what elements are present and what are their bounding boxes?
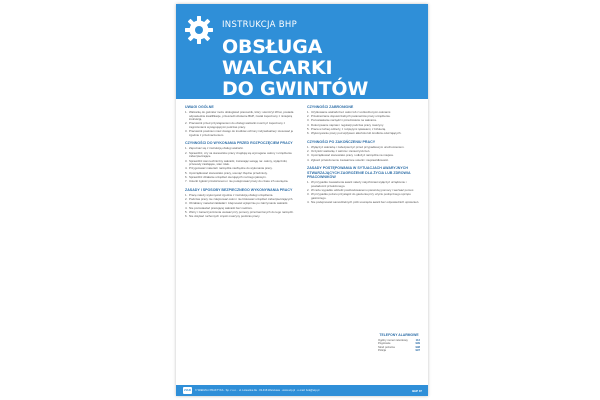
list-item: 3. Pracownik powinien mieć dostęp do środków ochrony indywidualnej i stosować je zgodnie z przeznaczeniem. <box>185 130 299 137</box>
list-item: 5. Uporządkować stanowisko pracy, usunąć zbędne przedmioty. <box>185 172 299 176</box>
list-item: 2. Pracownik przed przystąpieniem do obsługi walcarki musi być zapoznany z zagrożeniami występującymi podczas pracy. <box>185 122 299 129</box>
list-safe-work <box>185 194 299 219</box>
list-item: 3. Sprawdzić stan techniczny walcarki, zwracając uwagę na: osłony, wyłączniki, przewody zasilające, stan rolek. <box>185 160 299 167</box>
phone-number: 112 <box>415 338 420 342</box>
phone-number: 998 <box>415 345 420 349</box>
list-item: 1. Użytkowanie walcarki bez osłon lub z uszkodzonymi osłonami. <box>307 111 421 115</box>
list-item: 5. Wióry i zanieczyszczenia usuwać przy pomocy przeznaczonych do tego narzędzi. <box>185 211 299 215</box>
page-title <box>222 37 422 100</box>
list-item: 5. Praca w luźnej odzieży, z rozpiętymi rękawami, z biżuterią. <box>307 128 421 132</box>
phone-number: 999 <box>415 342 420 346</box>
section-title-general: UWAGI OGÓLNE <box>185 105 214 109</box>
list-item: 1. Zapoznać się z instrukcją obsługi walcarki. <box>185 147 299 151</box>
list-item: 1. Wyłączyć walcarkę i zabezpieczyć przed przypadkowym uruchomieniem. <box>307 146 421 150</box>
emergency-phones <box>378 333 420 353</box>
list-forbidden <box>307 111 421 136</box>
list-item: 4. Nie pozostawiać pracującej walcarki bez nadzoru. <box>185 207 299 211</box>
list-item: 2. Przekraczanie dopuszczalnych parametrów pracy urządzenia. <box>307 115 421 119</box>
phone-label: Straż pożarna <box>378 345 395 349</box>
list-after-work <box>307 146 421 162</box>
list-item: 6. Nie dotykać ruchomych części maszyny podczas pracy. <box>185 215 299 219</box>
list-item: 2. Podczas pracy nie zdejmować osłon i nie blokować urządzeń zabezpieczających. <box>185 198 299 202</box>
list-item: 3. Uporządkować stanowisko pracy i odłożyć narzędzia na miejsce. <box>307 154 421 158</box>
section-title-before-work: CZYNNOŚCI DO WYKONANIA PRZED ROZPOCZĘCIEM PRACY <box>185 141 293 146</box>
phone-number: 997 <box>415 349 420 353</box>
section-title-emergency: ZASADY POSTĘPOWANIA W SYTUACJACH AWARYJNYCH STWARZAJĄCYCH ZAGROŻENIE DLA ŻYCIA LUB ZDROWIA PRACOWNIKÓW <box>307 166 411 180</box>
list-item: 4. Przygotować materiał i narzędzia niezbędne do wykonania pracy. <box>185 167 299 171</box>
list-before-work <box>185 147 299 183</box>
list-item: 2. Sprawdzić, czy na stanowisku pracy znajdują się wymagane osłony i urządzenia zabezpieczające. <box>185 152 299 159</box>
list-item: 4. Dokonywanie napraw i regulacji podczas pracy maszyny. <box>307 124 421 128</box>
section-title-after-work: CZYNNOŚCI PO ZAKOŃCZENIU PRACY <box>307 139 376 144</box>
section-title-safe-work: ZASADY I SPOSOBY BEZPIECZNEGO WYKONYWANIA PRACY <box>185 187 293 192</box>
publisher-logo: ZIAD <box>184 388 191 392</box>
phone-row <box>378 349 420 353</box>
list-item: 3. Obrabiany materiał zakładać i zdejmować wyłącznie po zatrzymaniu walcarki. <box>185 202 299 206</box>
list-item: 2. W razie wypadku udzielić poszkodowanemu pierwszej pomocy i wezwać pomoc. <box>307 189 421 193</box>
document-code: BHP 07 <box>412 388 422 393</box>
title-line-1: OBSŁUGA WALCARKI <box>222 36 333 79</box>
document-kicker: INSTRUKCJA BHP <box>222 20 298 30</box>
left-column <box>185 105 299 223</box>
list-item: 1. W przypadku zauważenia awarii należy natychmiast wyłączyć urządzenie i powiadomić przełożonego. <box>307 181 421 188</box>
list-item: 3. W przypadku pożaru przystąpić do gaszenia przy użyciu podręcznego sprzętu gaśniczego. <box>307 193 421 200</box>
list-emergency <box>307 181 421 205</box>
right-column <box>307 105 421 209</box>
list-item: 6. Wykonywanie pracy pod wpływem alkoholu lub środków odurzających. <box>307 132 421 136</box>
phone-label: Pogotowie <box>378 342 391 346</box>
list-item: 1. Pracę należy wykonywać zgodnie z instrukcją obsługi urządzenia. <box>185 194 299 198</box>
gear-icon <box>183 14 215 46</box>
instruction-sheet <box>176 4 428 396</box>
list-item: 4. Zgłosić przełożonemu zauważone usterki i nieprawidłowości. <box>307 159 421 163</box>
list-item: 6. Sprawdzić działanie urządzeń sterujących na biegu jałowym. <box>185 176 299 180</box>
phones-title: TELEFONY ALARMOWE <box>379 333 419 337</box>
footer-imprint: © WIEDZA i PRAKTYKA · Sp. z o.o. · ul. Łotewska 9a · 03-918 Warszawa · www.wip.pl · e-mail: bok@wip.pl <box>195 388 320 392</box>
list-general <box>185 111 299 138</box>
phone-label: Ogólny numer ratunkowy <box>378 338 408 342</box>
section-title-forbidden: CZYNNOŚCI ZABRONIONE <box>307 105 354 109</box>
header-banner <box>176 4 428 99</box>
list-item: 3. Pozostawianie narzędzi i przedmiotów na walcarce. <box>307 119 421 123</box>
title-line-2: DO GWINTÓW <box>222 78 369 100</box>
list-item: 2. Oczyścić walcarkę z wiórów i zanieczyszczeń. <box>307 150 421 154</box>
list-item: 1. Walcarkę do gwintów może obsługiwać pracownik, który: ukończył 18 lat, posiada odpowiednie kwalifikacje, przeszedł szkolenie BHP, został zapoznany z niniejszą instrukcją. <box>185 111 299 122</box>
footer-bar <box>176 385 428 396</box>
list-item: 7. Usterki zgłosić przełożonemu i nie podejmować pracy do czasu ich usunięcia. <box>185 180 299 184</box>
list-item: 4. Nie podejmować samodzielnych prób usunięcia awarii bez odpowiednich uprawnień. <box>307 201 421 205</box>
phone-label: Policja <box>378 349 386 353</box>
